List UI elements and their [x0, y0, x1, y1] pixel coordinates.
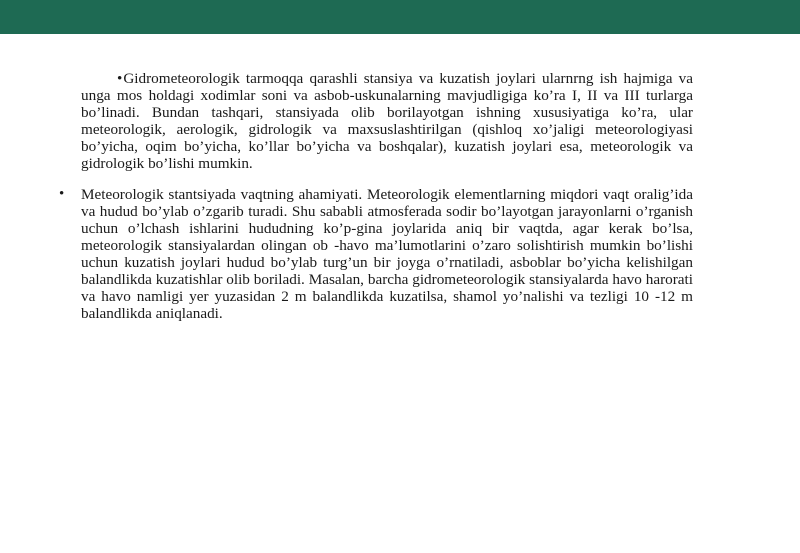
- bullet-marker: •: [117, 70, 123, 87]
- paragraph-time-importance: [59, 186, 693, 322]
- paragraph-text: Meteorologik stantsiyada vaqtning ahamiyati. Meteorologik elementlarning miqdori vaqt oralig’ida va hudud bo’ylab o’zgarib turadi. Shu sababli atmosferada sodir bo’layotgan jarayonlarni o’rganish uchun o’lchash ishlarini hududning ko’p-gina joylarida aniq bir vaqtda, agar kerak bo’lsa, meteorologik stansiyalardan olingan ob -havo ma’lumotlarini o’zaro solishtirish mumkin bo’lishi uchun kuzatish joylari hudud bo’ylab turg’un bir joyga o’rnatiladi, asboblar bo’yicha kelishilgan balandlikda kuzatishlar olib boriladi. Masalan, barcha gidrometeorologik stansiyalarda havo harorati va havo namligi yer yuzasidan 2 m balandlikda kuzatilsa, shamol yo’nalishi va tezligi 10 -12 m balandlikda aniqlanadi.: [81, 186, 693, 322]
- paragraph-text: Gidrometeorologik tarmoqqa qarashli stansiya va kuzatish joylari ularnrng ish hajmiga va unga mos holdagi xodimlar soni va asbob-uskunalarning mavjudligiga ko’ra I, II va III turlarga bo’linadi. Bundan tashqari, stansiyada olib borilayotgan ishning xususiyatiga ko’ra, ular meteorologik, aerologik, gidrologik va maxsuslashtirilgan (qishloq xo’jaligi meteorologiyasi bo’yicha, oqim bo’yicha, ko’llar bo’yicha va boshqalar), kuzatish joylari esa, meteorologik va gidrologik bo’lishi mumkin.: [81, 70, 693, 172]
- header-accent-bar: [0, 0, 800, 34]
- paragraph-stations-types: [81, 70, 693, 172]
- slide-body: [59, 70, 693, 322]
- bullet-marker: •: [59, 186, 65, 202]
